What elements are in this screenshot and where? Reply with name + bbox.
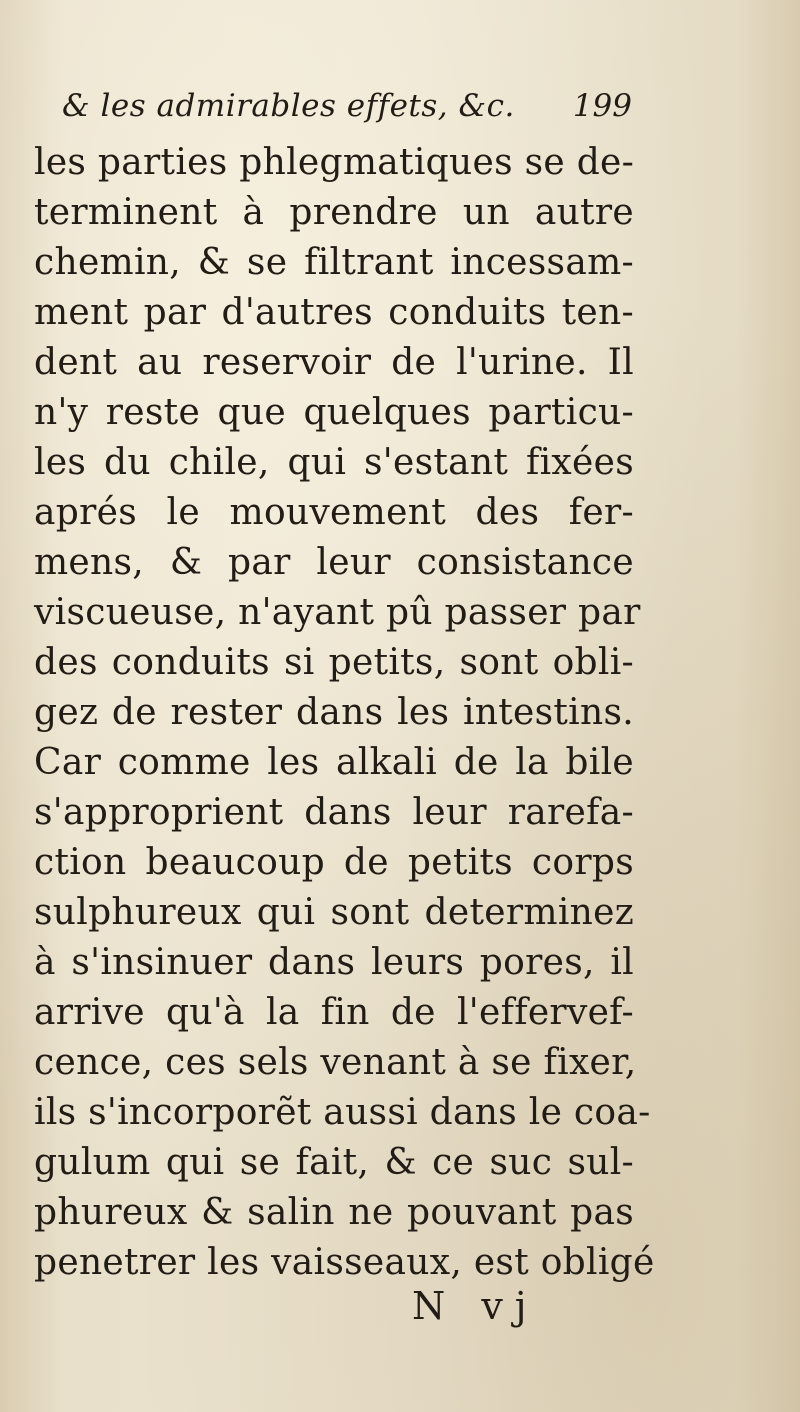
text-line: mens, & par leur consistance xyxy=(34,542,634,583)
running-head xyxy=(62,88,632,136)
text-line: penetrer les vaisseaux, est obligé xyxy=(34,1242,655,1283)
text-line: Car comme les alkali de la bile xyxy=(34,742,634,783)
text-line: s'approprient dans leur rarefa- xyxy=(34,792,634,833)
text-line: chemin, & se filtrant incessam- xyxy=(34,242,634,283)
text-line: ils s'incorporẽt aussi dans le coa- xyxy=(34,1092,651,1133)
text-line: phureux & salin ne pouvant pas xyxy=(34,1192,634,1233)
text-line: arrive qu'à la fin de l'effervef- xyxy=(34,992,634,1033)
running-title: & les admirables effets, &c. xyxy=(62,88,515,124)
text-line: dent au reservoir de l'urine. Il xyxy=(34,342,634,383)
text-line: les du chile, qui s'estant fixées xyxy=(34,442,634,483)
text-line: n'y reste que quelques particu- xyxy=(34,392,634,433)
text-line: gulum qui se fait, & ce suc sul- xyxy=(34,1142,634,1183)
text-line: à s'insinuer dans leurs pores, il xyxy=(34,942,634,983)
body-text xyxy=(34,138,655,1288)
signature-mark: N vj xyxy=(412,1284,539,1328)
text-line: sulphureux qui sont determinez xyxy=(34,892,634,933)
text-line: viscueuse, n'ayant pû passer par xyxy=(34,592,641,633)
text-line: ction beaucoup de petits corps xyxy=(34,842,634,883)
page-number: 199 xyxy=(572,88,632,124)
text-line: ment par d'autres conduits ten- xyxy=(34,292,634,333)
text-line: aprés le mouvement des fer- xyxy=(34,492,634,533)
text-line: gez de rester dans les intestins. xyxy=(34,692,634,733)
text-line: terminent à prendre un autre xyxy=(34,192,634,233)
text-line: les parties phlegmatiques se de- xyxy=(34,142,635,183)
text-line: cence, ces sels venant à se fixer, xyxy=(34,1042,637,1083)
text-line: des conduits si petits, sont obli- xyxy=(34,642,634,683)
